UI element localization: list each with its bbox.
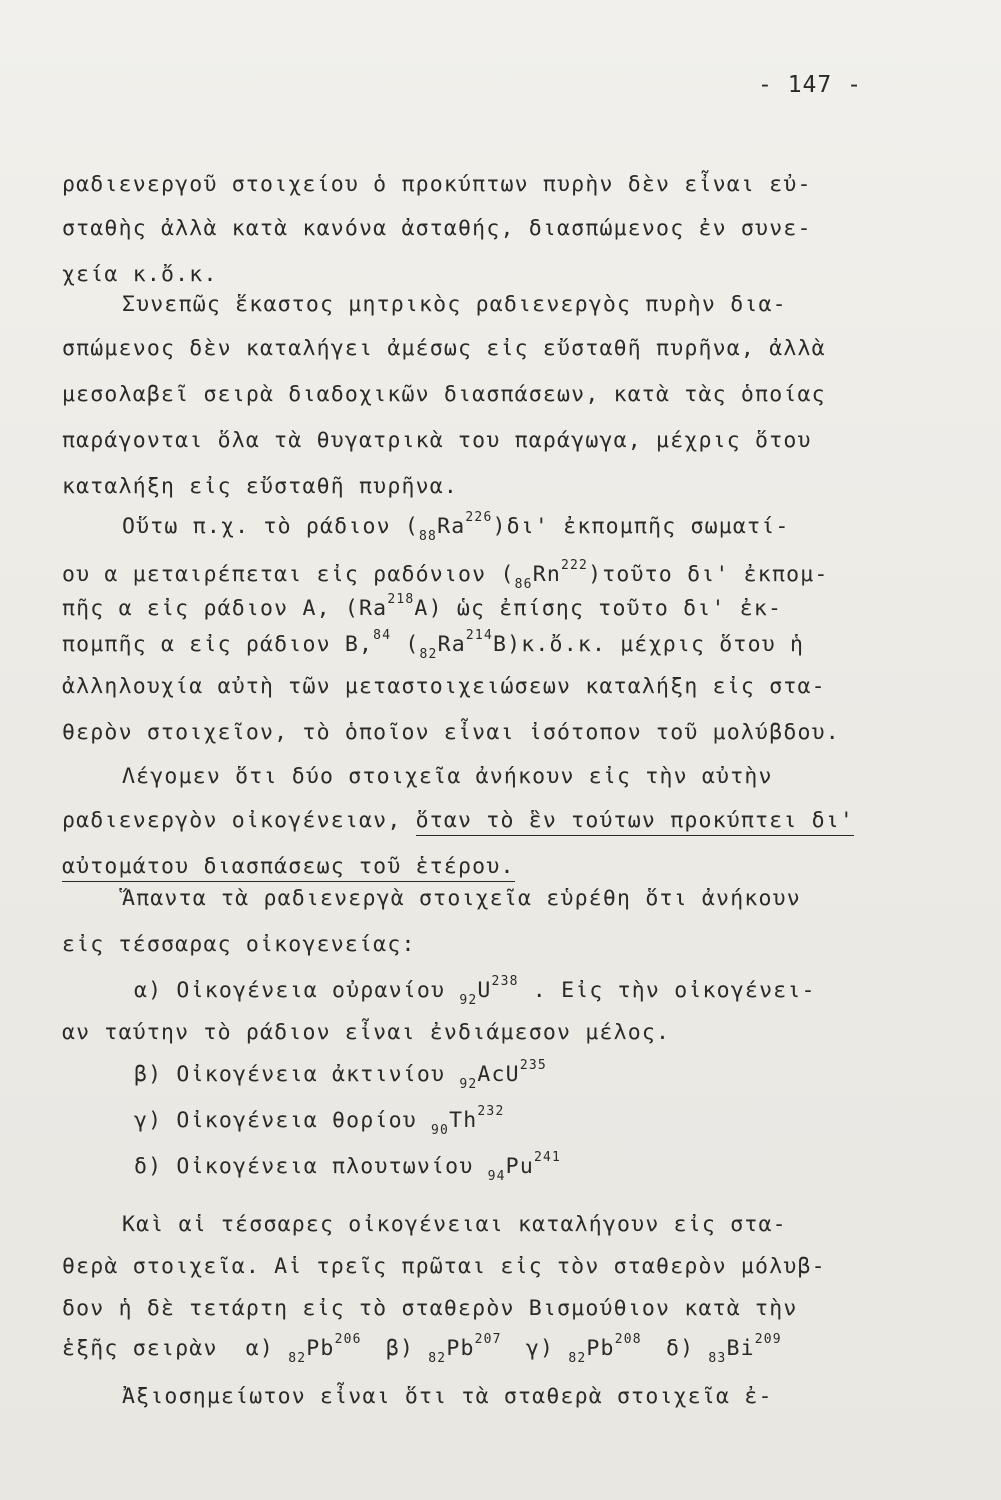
text-line: αν ταύτην τὸ ράδιον εἶναι ἐνδιάμεσον μέλος. [62,1020,671,1045]
text-line: Συνεπῶς ἕκαστος μητρικὸς ραδιενεργὸς πυρὴν δια- [122,292,787,317]
text-line: ραδιενεργοῦ στοιχείου ὁ προκύπτων πυρὴν δὲν εἶναι εὐ- [62,172,812,197]
text-line: Ἅπαντα τὰ ραδιενεργὰ στοιχεῖα εὑρέθη ὅτι ἀνήκουν [122,886,801,911]
text-line: θερὰ στοιχεῖα. Αἱ τρεῖς πρῶται εἰς τὸν σταθερὸν μόλυβ- [62,1254,826,1279]
text-line: Καὶ αἱ τέσσαρες οἰκογένειαι καταλήγουν εἰς στα- [122,1212,787,1237]
formula-line: Οὕτω π.χ. τὸ ράδιον $(_{88}Ra^{226})\delta\iota'$ ἐκπομπῆς σωματί- [122,510,790,544]
text-line: θερὸν στοιχεῖον, τὸ ὁποῖον εἶναι ἰσότοπον τοῦ μολύβδου. [62,720,840,745]
text-line: εἰς τέσσαρας οἰκογενείας: [62,932,416,957]
family-item: γ) Οἰκογένεια θορίου $_{90}Th^{232}$ [134,1104,505,1138]
text-line: χεία κ.ὄ.κ. [62,262,218,287]
formula-line: πῆς α εἰς ράδιον Α, (Ra$^{218}$Α) ὡς ἐπίσης τοῦτο δι' ἐκ- [62,592,783,621]
text-line: παράγονται ὅλα τὰ θυγατρικὰ του παράγωγα, μέχρις ὅτου [62,428,812,453]
formula-line: πομπῆς α εἰς ράδιον Β,$^{84}$ $(_{82}Ra^{214}B)\kappa.ὄ.\kappa$. μέχρις ὅτου ἡ [62,628,805,662]
underlined-definition: αὐτομάτου διασπάσεως τοῦ ἑτέρου. [62,854,515,882]
text-line: δον ἡ δὲ τετάρτη εἰς τὸ σταθερὸν Βισμούθιον κατὰ τὴν [62,1296,798,1321]
underlined-definition: ὅταν τὸ ἓν τούτων προκύπτει δι' [416,808,854,836]
page-number: - 147 - [758,72,862,98]
definition-line: ραδιενεργὸν οἰκογένειαν, ὅταν τὸ ἓν τούτων προκύπτει δι' [62,810,854,832]
definition-line [62,856,515,878]
formula-line: ου α μεταιρέπεται εἰς ραδόνιον $(_{86}Rn^{222})\tau oῦ\tau o$ δι' ἐκπομ- [62,558,829,592]
family-item: α) Οἰκογένεια οὐρανίου $_{92}U^{238}$ . Εἰς τὴν οἰκογένει- [134,974,816,1008]
family-item: δ) Οἰκογένεια πλουτωνίου $_{94}Pu^{241}$ [134,1150,562,1184]
text-line: σπώμενος δὲν καταλήγει ἀμέσως εἰς εὔσταθῆ πυρῆνα, ἀλλὰ [62,336,826,361]
text-line: Ἀξιοσημείωτον εἶναι ὅτι τὰ σταθερὰ στοιχεῖα ἐ- [122,1384,773,1409]
text-line: καταλήξη εἰς εὔσταθῆ πυρῆνα. [62,474,459,499]
series-line: ἑξῆς σειρὰν α) $_{82}Pb^{206}$ β) $_{82}Pb^{207}$ γ) $_{82}Pb^{208}$ δ) $_{83}Bi^{209}$ [62,1332,782,1366]
text-line: σταθὴς ἀλλὰ κατὰ κανόνα ἀσταθής, διασπώμενος ἐν συνε- [62,216,812,241]
text-line: ἀλληλουχία αὐτὴ τῶν μεταστοιχειώσεων καταλήξη εἰς στα- [62,674,826,699]
text-line: Λέγομεν ὅτι δύο στοιχεῖα ἀνήκουν εἰς τὴν αὐτὴν [122,764,773,789]
family-item: β) Οἰκογένεια ἀκτινίου $_{92}$AcU$^{235}$ [134,1058,547,1092]
text-line: μεσολαβεῖ σειρὰ διαδοχικῶν διασπάσεων, κατὰ τὰς ὁποίας [62,382,826,407]
